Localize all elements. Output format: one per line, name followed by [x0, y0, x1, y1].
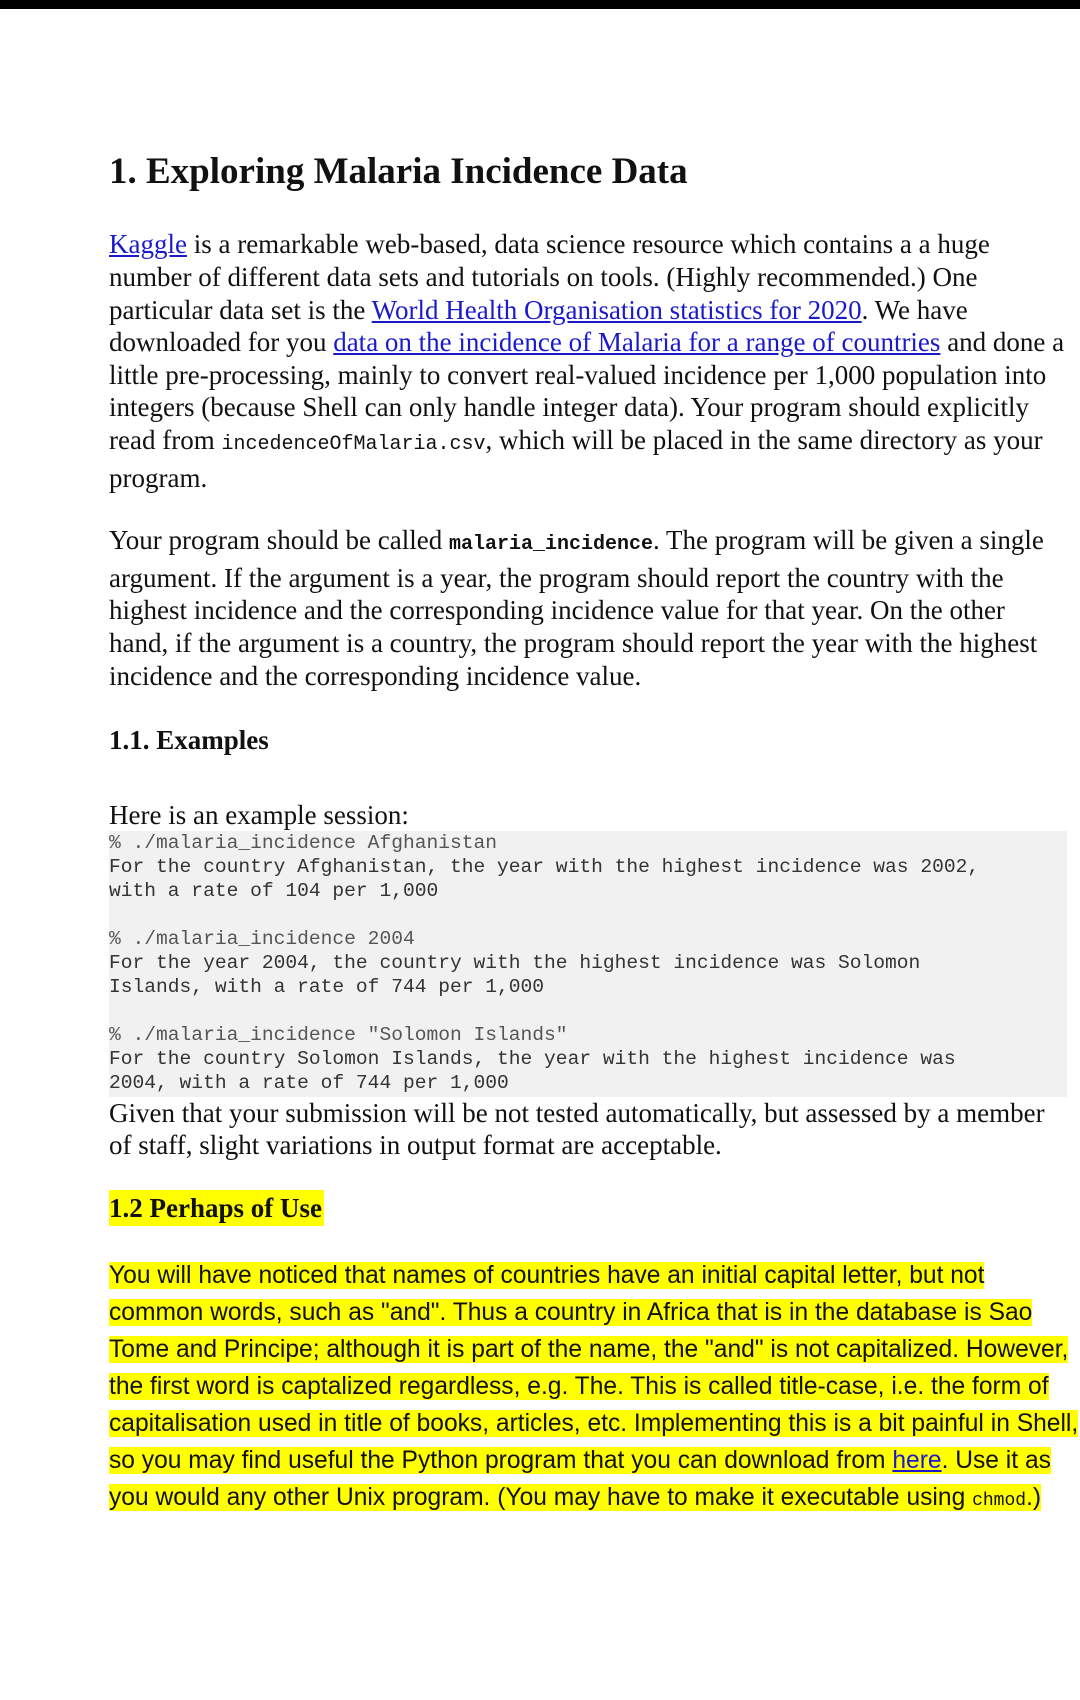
- program-name: malaria_incidence: [448, 533, 653, 557]
- assessment-note: Given that your submission will be not tested automatically, but assessed by a member of staff, slight variations in output format are acceptable.: [109, 1097, 1045, 1161]
- session-output: 2004, with a rate of 744 per 1,000: [109, 1071, 509, 1094]
- session-output: Islands, with a rate of 744 per 1,000: [109, 975, 545, 998]
- session-command: % ./malaria_incidence 2004: [109, 927, 415, 950]
- document-body: [109, 150, 1079, 1520]
- session-command: % ./malaria_incidence "Solomon Islands": [109, 1023, 568, 1046]
- chmod-command: chmod: [972, 1490, 1027, 1511]
- top-bar: [0, 0, 1080, 9]
- examples-heading: 1.1. Examples: [109, 725, 269, 756]
- title-case-text-1: You will have noticed that names of countries have an initial capital letter, but not common words, such as "and". Thus a country in Africa that is in the database is Sao Tome and Principe; although it is part of the name, the "and" is not capitalized. However, the first word is captalized regardless, e.g. The. This is called title-case, i.e. the form of capitalisation used in title of books, articles, etc. Implementing this is a bit painful in Shell, so you may find useful the Python program that you can download from: [109, 1261, 1079, 1474]
- program-description: [109, 524, 1069, 692]
- title-case-paragraph: [109, 1257, 1080, 1520]
- intro-text-4: , which will be placed in the same directory as your program.: [109, 424, 1043, 493]
- page-title: 1. Exploring Malaria Incidence Data: [109, 151, 688, 192]
- title-case-text-3: .): [1026, 1483, 1042, 1511]
- intro-text-3: and done a little pre-processing, mainly to convert real-valued incidence per 1,000 population into integers (because Shell can only handle integer data). Your program should explicitly read from: [109, 327, 1065, 455]
- title-case-text-2: . Use it as you would any other Unix program. (You may have to make it executable using: [109, 1446, 1051, 1511]
- session-block: [109, 831, 1067, 903]
- session-command: % ./malaria_incidence Afghanistan: [109, 831, 498, 854]
- who-statistics-link[interactable]: World Health Organisation statistics for 2020: [371, 294, 862, 325]
- program-text-2: . The program will be given a single argument. If the argument is a year, the program should report the country with the highest incidence and the corresponding incidence value for that year. On the other hand, if the argument is a country, the program should report the year with the highest incidence and the corresponding incidence value.: [109, 525, 1044, 691]
- kaggle-link[interactable]: Kaggle: [109, 229, 187, 260]
- session-output: For the country Afghanistan, the year with the highest incidence was 2002,: [109, 855, 980, 878]
- python-program-download-link[interactable]: here: [892, 1446, 942, 1474]
- program-text-1: Your program should be called: [109, 525, 449, 556]
- session-block: [109, 927, 1067, 999]
- perhaps-of-use-heading: 1.2 Perhaps of Use: [109, 1190, 324, 1226]
- csv-filename: incedenceOfMalaria.csv: [221, 432, 486, 456]
- example-session: [109, 831, 1067, 1097]
- intro-text-2: . We have downloaded for you: [109, 294, 968, 358]
- intro-text-1: is a remarkable web-based, data science resource which contains a a huge number of different data sets and tutorials on tools. (Highly recommended.) One particular data set is the: [109, 229, 990, 325]
- session-output: For the country Solomon Islands, the year with the highest incidence was: [109, 1047, 956, 1070]
- session-output: For the year 2004, the country with the highest incidence was Solomon: [109, 951, 921, 974]
- intro-paragraph: [109, 228, 1069, 494]
- examples-intro: Here is an example session:: [109, 799, 409, 830]
- session-block: [109, 1023, 1067, 1095]
- malaria-data-link[interactable]: data on the incidence of Malaria for a range of countries: [333, 327, 941, 358]
- session-output: with a rate of 104 per 1,000: [109, 879, 439, 902]
